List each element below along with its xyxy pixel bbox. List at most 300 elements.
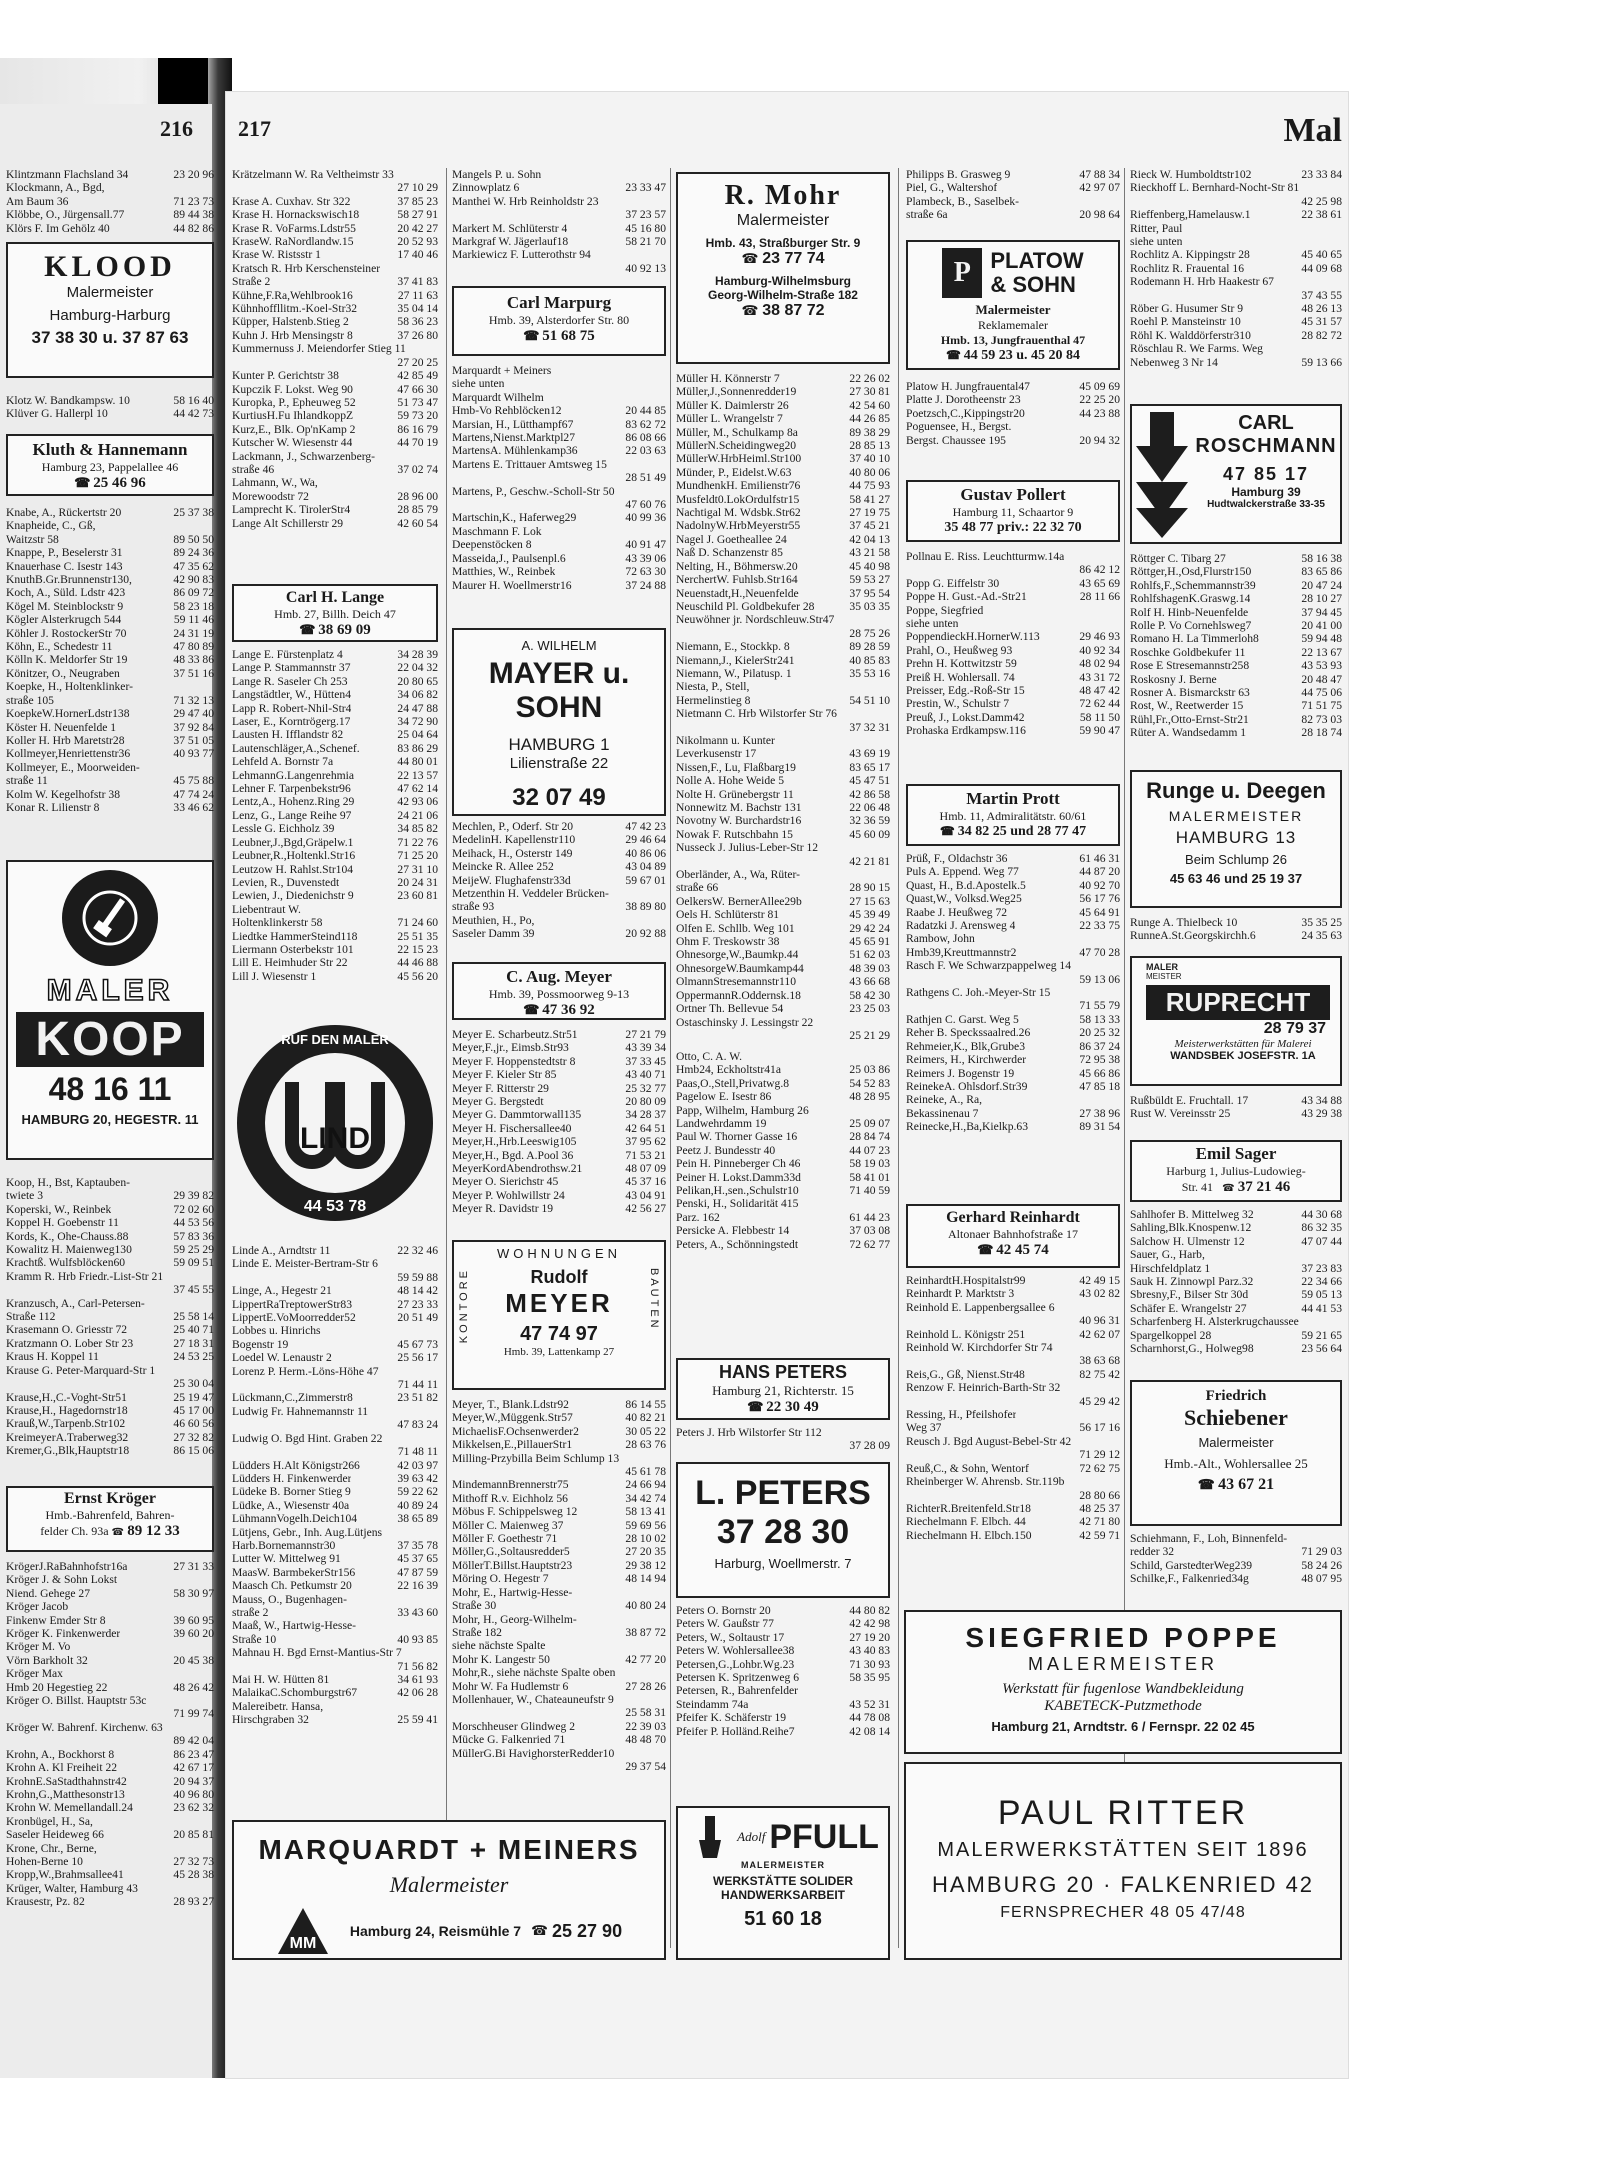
list-item xyxy=(6,694,214,707)
list-item xyxy=(676,399,890,412)
ad-phone: 28 79 37 xyxy=(1263,1020,1326,1037)
entry-name: Koller H. Hrb Maretstr28 xyxy=(6,733,125,747)
list-item xyxy=(232,742,438,755)
list-item xyxy=(676,1130,890,1143)
entry-phone: 38 87 72 xyxy=(625,1625,666,1639)
list-item xyxy=(906,906,1120,919)
ad-rudolf-meyer xyxy=(452,1240,666,1390)
list-item xyxy=(906,550,1120,563)
list-item xyxy=(906,563,1120,576)
entry-phone: 58 16 38 xyxy=(1301,552,1342,565)
telephone-icon: ☎ xyxy=(531,1923,549,1938)
entry-name: Krätzelmann W. Ra Veltheimstr 33 xyxy=(232,168,394,181)
ad-title: RUPRECHT xyxy=(1146,985,1330,1020)
entry-name: Hmb39,Kreuttmannstr2 xyxy=(906,945,1017,959)
list-item xyxy=(452,1666,666,1679)
entry-name: Nagel J. Goetheallee 24 xyxy=(676,532,787,546)
list-item xyxy=(452,1055,666,1068)
entry-name: Waitzstr 58 xyxy=(6,532,59,546)
list-item xyxy=(6,1775,214,1788)
list-item xyxy=(232,208,438,221)
list-item xyxy=(232,1646,438,1659)
ad-phone: 34 82 25 und 28 77 47 xyxy=(957,824,1087,839)
entry-phone xyxy=(1116,1475,1120,1488)
entry-phone: 43 02 82 xyxy=(1079,1287,1120,1301)
entry-name: Rochlitz A. Kippingstr 28 xyxy=(1130,248,1250,262)
entry-name: Röschlau R. We Farms. Weg xyxy=(1130,342,1263,356)
entry-name: Niemann,J., KielerStr241 xyxy=(676,653,795,667)
list-item xyxy=(906,1341,1120,1354)
list-item xyxy=(232,315,438,328)
entry-phone xyxy=(434,1432,438,1445)
list-item xyxy=(906,181,1120,194)
telephone-icon: ☎ xyxy=(111,1527,125,1538)
list-item xyxy=(6,721,214,734)
entry-name: Meyer P. Wohlwillstr 24 xyxy=(452,1188,565,1202)
list-item xyxy=(232,769,438,782)
entry-phone: 83 65 17 xyxy=(849,760,890,774)
list-item xyxy=(452,1162,666,1175)
ad-carl-h-lange xyxy=(232,584,438,642)
entry-name: Meyer, T., Blank.Ldstr92 xyxy=(452,1398,569,1411)
listing-block xyxy=(1130,552,1342,740)
entry-phone xyxy=(662,391,666,404)
list-item xyxy=(232,675,438,688)
list-item xyxy=(676,908,890,921)
list-item xyxy=(6,407,214,420)
entry-name: Lamprecht K. TirolerStr4 xyxy=(232,503,351,517)
entry-name: Maasch Ch. Petkumstr 20 xyxy=(232,1579,352,1593)
entry-name: Kröger K. Finkenwerder xyxy=(6,1627,121,1641)
list-item xyxy=(1130,916,1342,929)
entry-name: straße 46 xyxy=(232,462,275,476)
entry-phone xyxy=(886,1684,890,1697)
entry-name: Lenz, G., Lange Reihe 97 xyxy=(232,808,352,822)
list-item xyxy=(6,1323,214,1336)
list-item xyxy=(676,1631,890,1644)
entry-phone xyxy=(210,1842,214,1855)
entry-phone: 48 26 13 xyxy=(1301,302,1342,316)
list-item xyxy=(452,1693,666,1706)
list-item xyxy=(6,1337,214,1350)
list-item xyxy=(676,975,890,988)
entry-phone: 48 33 86 xyxy=(173,653,214,667)
entry-name: Plambeck, B., Saselbek- xyxy=(906,194,1020,208)
paint-brush-icon xyxy=(687,1814,733,1860)
entry-phone: 27 19 20 xyxy=(849,1630,890,1644)
listing-block xyxy=(6,168,214,235)
ad-title: L. PETERS xyxy=(695,1474,871,1512)
list-item xyxy=(6,761,214,774)
entry-name: Lorenz P. Herm.-Löns-Höhe 47 xyxy=(232,1364,379,1378)
entry-phone: 37 03 08 xyxy=(849,1224,890,1238)
entry-phone: 56 17 76 xyxy=(1079,892,1120,906)
ad-marquardt-meiners xyxy=(232,1820,666,1960)
list-item xyxy=(452,391,666,404)
list-item xyxy=(452,1720,666,1733)
list-item xyxy=(1130,302,1342,315)
entry-phone: 27 19 75 xyxy=(849,506,890,520)
entry-name: Laser, E., Korntrögerg.17 xyxy=(232,715,351,729)
list-item xyxy=(452,1411,666,1424)
list-item xyxy=(1130,222,1342,235)
entry-name: Lobbes u. Hinrichs xyxy=(232,1324,321,1338)
ad-platow-sohn xyxy=(906,240,1120,370)
entry-phone: 58 27 91 xyxy=(397,208,438,222)
entry-name: Markiewicz F. Lutterothstr 94 xyxy=(452,248,591,262)
entry-phone xyxy=(662,525,666,538)
list-item xyxy=(232,289,438,302)
entry-phone: 22 13 57 xyxy=(397,768,438,782)
entry-name: Renzow F. Heinrich-Barth-Str 32 xyxy=(906,1381,1061,1395)
entry-phone: 29 37 54 xyxy=(625,1759,666,1773)
list-item xyxy=(6,1828,214,1841)
list-item xyxy=(906,1475,1120,1488)
list-item xyxy=(906,1529,1120,1542)
ad-street: Hudtwalckerstraße 33-35 xyxy=(1207,499,1325,510)
entry-phone: 33 43 60 xyxy=(397,1605,438,1619)
list-item xyxy=(6,627,214,640)
entry-name: Lill J. Wiesenstr 1 xyxy=(232,969,317,983)
entry-phone: 42 90 83 xyxy=(173,573,214,587)
list-item xyxy=(6,1560,214,1573)
ad-phone: 43 67 21 xyxy=(1218,1476,1275,1493)
list-item xyxy=(452,1398,666,1411)
entry-phone: 89 24 36 xyxy=(173,546,214,560)
entry-name: MöllerT.Billst.Hauptstr23 xyxy=(452,1558,573,1572)
entry-name: Liedtke HammerSteind118 xyxy=(232,929,358,943)
entry-name: Kröger W. Bahrenf. Kirchenw. 63 xyxy=(6,1720,163,1734)
entry-name: Nissen,F., Lu, Flaßbarg19 xyxy=(676,760,796,774)
telephone-icon: ☎ xyxy=(523,1003,543,1017)
entry-phone: 89 44 38 xyxy=(173,208,214,222)
list-item xyxy=(452,1189,666,1202)
list-item xyxy=(232,755,438,768)
list-item xyxy=(676,1426,890,1439)
list-item xyxy=(6,546,214,559)
list-item xyxy=(232,409,438,422)
entry-phone: 45 60 09 xyxy=(849,827,890,841)
list-item xyxy=(6,1283,214,1296)
entry-name: Bogenstr 19 xyxy=(232,1337,289,1351)
entry-name: Rußbüldt E. Fruchtall. 17 xyxy=(1130,1094,1249,1107)
list-item xyxy=(452,1599,666,1612)
entry-name: Rasch F. We Schwarzpappelweg 14 xyxy=(906,959,1072,973)
entry-phone: 59 73 20 xyxy=(397,409,438,423)
entry-name: Peiner H. Lokst.Damm33d xyxy=(676,1170,801,1184)
list-item xyxy=(906,724,1120,737)
entry-name: Kranzusch, A., Carl-Petersen- xyxy=(6,1296,145,1310)
entry-phone xyxy=(1338,222,1342,235)
ad-carl-roschmann xyxy=(1130,404,1342,544)
list-item xyxy=(452,1028,666,1041)
ad-city: Hamburg 39 xyxy=(1231,485,1301,499)
ad-phone: 47 85 17 xyxy=(1222,464,1310,484)
list-item xyxy=(906,1328,1120,1341)
entry-phone xyxy=(210,181,214,194)
entry-name: Möller,G.,Soltausredder5 xyxy=(452,1545,570,1559)
entry-name: Kuropka, P., Epheuweg 52 xyxy=(232,395,356,409)
ad-address: Harburg, Woellmerstr. 7 xyxy=(714,1556,852,1571)
list-item xyxy=(906,657,1120,670)
entry-phone: 27 20 25 xyxy=(397,355,438,369)
list-item xyxy=(452,208,666,221)
ad-friedrich-schiebener xyxy=(1130,1380,1342,1526)
entry-name: Lange P. Stammannstr 37 xyxy=(232,661,351,675)
list-item xyxy=(1130,168,1342,181)
list-item xyxy=(1130,1094,1342,1107)
list-item xyxy=(906,434,1120,447)
entry-name: Röhl K. Walddörferstr310 xyxy=(1130,328,1251,342)
entry-name: Kühnhoffllitm.-Koel-Str32 xyxy=(232,302,358,316)
list-item xyxy=(452,364,666,377)
list-item xyxy=(676,841,890,854)
entry-name: Reher B. Speckssaalred.26 xyxy=(906,1026,1031,1040)
entry-phone: 59 67 01 xyxy=(625,873,666,887)
entry-phone: 71 32 13 xyxy=(173,693,214,707)
entry-name: Saseler Damm 39 xyxy=(452,927,535,941)
list-item xyxy=(6,1801,214,1814)
entry-name: Runge A. Thielbeck 10 xyxy=(1130,916,1238,929)
list-item xyxy=(1130,565,1342,578)
entry-name: RunneA.St.Georgskirchh.6 xyxy=(1130,929,1256,943)
entry-phone: 28 10 27 xyxy=(1301,592,1342,606)
list-item xyxy=(1130,1559,1342,1572)
list-item xyxy=(906,852,1120,865)
entry-name: Rose E Stresemannstr258 xyxy=(1130,659,1250,673)
list-item xyxy=(6,1417,214,1430)
ad-kluth xyxy=(6,434,214,496)
entry-name: MundhenkH. Emilienstr76 xyxy=(676,479,801,493)
ad-title: SIEGFRIED POPPE xyxy=(965,1622,1281,1653)
entry-phone: 28 85 13 xyxy=(849,439,890,453)
entry-phone: 28 82 72 xyxy=(1301,328,1342,342)
entry-phone: 33 46 62 xyxy=(173,800,214,814)
entry-phone: 47 70 28 xyxy=(1079,945,1120,959)
telephone-icon: ☎ xyxy=(741,303,763,318)
ad-slogan: Werkstatt für fugenlose Wandbekleidung xyxy=(1002,1681,1244,1697)
entry-name: Bergst. Chaussee 195 xyxy=(906,433,1006,447)
ad-ring-text: RUF DEN MALER xyxy=(281,1032,389,1047)
list-item xyxy=(1130,619,1342,632)
ad-phone: FERNSPRECHER 48 05 47/48 xyxy=(1000,1904,1246,1921)
entry-name: Nolte H. Grünebergstr 11 xyxy=(676,787,794,801)
entry-name: straße 11 xyxy=(6,774,48,788)
list-item xyxy=(232,661,438,674)
entry-name: Krause,H., Hagedornstr18 xyxy=(6,1403,128,1417)
entry-phone: 47 66 30 xyxy=(397,382,438,396)
entry-name: Poppe, Siegfried xyxy=(906,603,984,617)
ad-siegfried-poppe xyxy=(904,1610,1342,1754)
entry-name: Lill E. Heimhuder Str 22 xyxy=(232,956,348,970)
list-item xyxy=(906,1040,1120,1053)
entry-phone: 58 41 01 xyxy=(849,1170,890,1184)
entry-name: Puls A. Eppend. Weg 77 xyxy=(906,865,1019,879)
entry-phone: 44 78 08 xyxy=(849,1711,890,1725)
list-item xyxy=(906,1314,1120,1327)
ad-phone: 47 36 92 xyxy=(542,1002,595,1018)
entry-phone: 24 31 19 xyxy=(173,626,214,640)
entry-phone xyxy=(434,1257,438,1270)
entry-phone: 43 40 71 xyxy=(625,1068,666,1082)
entry-phone: 37 35 78 xyxy=(397,1538,438,1552)
entry-name: Leubner,R.,Holtenkl.Str16 xyxy=(232,849,356,863)
entry-phone: 27 21 79 xyxy=(625,1028,666,1041)
entry-name: Riechelmann H. Elbch.150 xyxy=(906,1528,1032,1542)
entry-phone: 25 21 29 xyxy=(849,1028,890,1042)
ad-phone: 45 63 46 und 25 19 37 xyxy=(1169,871,1303,886)
entry-name: Pelikan,H.,sen.,Schulstr10 xyxy=(676,1184,799,1198)
entry-name: Milling-Przybilla Beim Schlump 13 xyxy=(452,1451,620,1465)
entry-name: Sauer, G., Harb, xyxy=(1130,1248,1205,1262)
entry-name: Krohn, A., Bockhorst 8 xyxy=(6,1747,115,1761)
entry-name: Kröger O. Billst. Hauptstr 53c xyxy=(6,1694,147,1708)
entry-name: straße 2 xyxy=(232,1605,269,1619)
entry-phone: 20 25 32 xyxy=(1079,1026,1120,1040)
entry-phone: 42 42 98 xyxy=(849,1617,890,1631)
entry-phone: 48 07 09 xyxy=(625,1162,666,1176)
list-item xyxy=(6,1216,214,1229)
entry-name: MüllerG.Bi HavighorsterRedder10 xyxy=(452,1746,615,1760)
list-item xyxy=(452,900,666,913)
entry-name: PoppendieckH.HornerW.113 xyxy=(906,630,1040,644)
entry-phone: 38 89 80 xyxy=(625,900,666,914)
entry-phone: 22 38 61 xyxy=(1301,208,1342,222)
entry-name: Lütjens, Gebr., Inh. Aug.Lütjens xyxy=(232,1525,383,1539)
entry-phone xyxy=(886,868,890,881)
telephone-icon: ☎ xyxy=(1197,1477,1219,1492)
list-item xyxy=(1130,235,1342,248)
list-item xyxy=(232,1472,438,1485)
list-item xyxy=(6,1587,214,1600)
entry-name: Neuwöhner jr. Nordschleuw.Str47 xyxy=(676,613,835,627)
entry-name: Meyer,H., Bgd. A.Pool 36 xyxy=(452,1148,574,1162)
entry-phone: 28 11 66 xyxy=(1079,590,1120,604)
list-item xyxy=(676,801,890,814)
ad-city: HAMBURG 1 xyxy=(508,735,610,754)
list-item xyxy=(906,1395,1120,1408)
list-item xyxy=(6,1748,214,1761)
entry-phone: 37 26 80 xyxy=(397,328,438,342)
entry-name: Neuenstadt,H.,Neuenfelde xyxy=(676,586,799,600)
list-item xyxy=(452,1572,666,1585)
list-item xyxy=(906,919,1120,932)
list-item xyxy=(232,517,438,530)
list-item xyxy=(906,1093,1120,1106)
list-item xyxy=(232,1351,438,1364)
list-item xyxy=(6,1815,214,1828)
entry-phone: 29 46 93 xyxy=(1079,630,1120,644)
list-item xyxy=(906,959,1120,972)
entry-phone: 72 62 77 xyxy=(849,1237,890,1251)
entry-name: Kühne,F.Ra,Wehlbrook16 xyxy=(232,288,353,302)
entry-phone: 45 64 91 xyxy=(1079,905,1120,919)
entry-phone: 42 03 97 xyxy=(397,1458,438,1472)
list-item xyxy=(1130,195,1342,208)
ad-banner-left: KONTORE xyxy=(458,1268,470,1344)
ad-phone: 37 28 30 xyxy=(716,1513,850,1551)
entry-name: Lewien, J., Diedenichstr 9 xyxy=(232,889,354,903)
entry-name: Lange R. Saseler Ch 253 xyxy=(232,674,348,688)
list-item xyxy=(676,1698,890,1711)
list-item xyxy=(452,1626,666,1639)
entry-name: Rambow, John xyxy=(906,932,975,946)
entry-phone: 42 97 07 xyxy=(1079,181,1120,195)
entry-name: Reimers, H., Kirchwerder xyxy=(906,1053,1027,1067)
entry-phone xyxy=(210,1694,214,1707)
entry-phone: 44 53 56 xyxy=(173,1216,214,1230)
entry-phone: 35 03 35 xyxy=(849,599,890,613)
entry-name: Lange E. Fürstenplatz 4 xyxy=(232,648,343,661)
list-item xyxy=(232,1391,438,1404)
ad-address: Hmb. 27, Billh. Deich 47 xyxy=(274,607,396,621)
ad-address: Altonaer Bahnhofstraße 17 xyxy=(948,1227,1078,1241)
left-page-number: 216 xyxy=(160,116,193,141)
list-item xyxy=(906,1462,1120,1475)
entry-phone: 44 82 86 xyxy=(173,221,214,235)
entry-phone: 83 86 29 xyxy=(397,741,438,755)
entry-phone xyxy=(1338,275,1342,288)
list-item xyxy=(676,1224,890,1237)
entry-phone: 43 39 06 xyxy=(625,551,666,565)
entry-name: Lückmann,C.,Zimmerstr8 xyxy=(232,1391,353,1405)
entry-phone: 58 16 40 xyxy=(173,394,214,407)
entry-phone xyxy=(886,1197,890,1210)
entry-name: Liebentraut W. xyxy=(232,902,301,916)
entry-phone: 37 33 45 xyxy=(625,1054,666,1068)
listing-block xyxy=(1130,1094,1342,1121)
list-item xyxy=(6,1391,214,1404)
entry-name: Mücke G. Falkenried 71 xyxy=(452,1733,566,1747)
ad-phone: 22 30 49 xyxy=(766,1399,819,1415)
ad-martin-prott xyxy=(906,784,1120,846)
entry-phone: 44 07 23 xyxy=(849,1143,890,1157)
entry-name: Preuß, J., Lokst.Damm42 xyxy=(906,710,1025,724)
entry-phone: 25 58 31 xyxy=(625,1706,666,1720)
list-item xyxy=(906,1013,1120,1026)
p-logo-icon: P xyxy=(942,248,982,298)
entry-phone: 23 25 03 xyxy=(849,1002,890,1016)
list-item xyxy=(452,418,666,431)
entry-phone: 40 96 31 xyxy=(1079,1314,1120,1328)
entry-name: Poetzsch,C.,Kippingstr20 xyxy=(906,406,1025,420)
list-item xyxy=(232,688,438,701)
list-item xyxy=(676,1671,890,1684)
entry-name: Prahl, O., Heußweg 93 xyxy=(906,643,1013,657)
entry-name: Kölln K. Meldorfer Str 19 xyxy=(6,653,128,667)
entry-phone: 29 39 82 xyxy=(173,1189,214,1203)
entry-name: Koppel H. Goebenstr 11 xyxy=(6,1216,119,1230)
entry-phone xyxy=(434,168,438,181)
entry-phone: 47 80 89 xyxy=(173,640,214,654)
list-item xyxy=(906,1287,1120,1300)
list-item xyxy=(6,519,214,532)
entry-phone: 48 28 95 xyxy=(849,1090,890,1104)
entry-phone: 44 46 88 xyxy=(397,956,438,970)
entry-phone: 28 90 15 xyxy=(849,881,890,895)
entry-phone: 37 40 10 xyxy=(849,452,890,466)
entry-name: MüllerN.Scheidingweg20 xyxy=(676,439,797,453)
list-item xyxy=(232,715,438,728)
list-item xyxy=(1130,1262,1342,1275)
entry-phone: 20 48 47 xyxy=(1301,672,1342,686)
entry-phone: 43 39 34 xyxy=(625,1041,666,1055)
list-item xyxy=(452,1505,666,1518)
entry-phone: 59 13 66 xyxy=(1301,355,1342,369)
entry-phone: 23 62 32 xyxy=(173,1801,214,1815)
entry-name: Lapp R. Robert-Nhil-Str4 xyxy=(232,701,352,715)
entry-name: Lausten H. Ifflandstr 82 xyxy=(232,728,344,742)
